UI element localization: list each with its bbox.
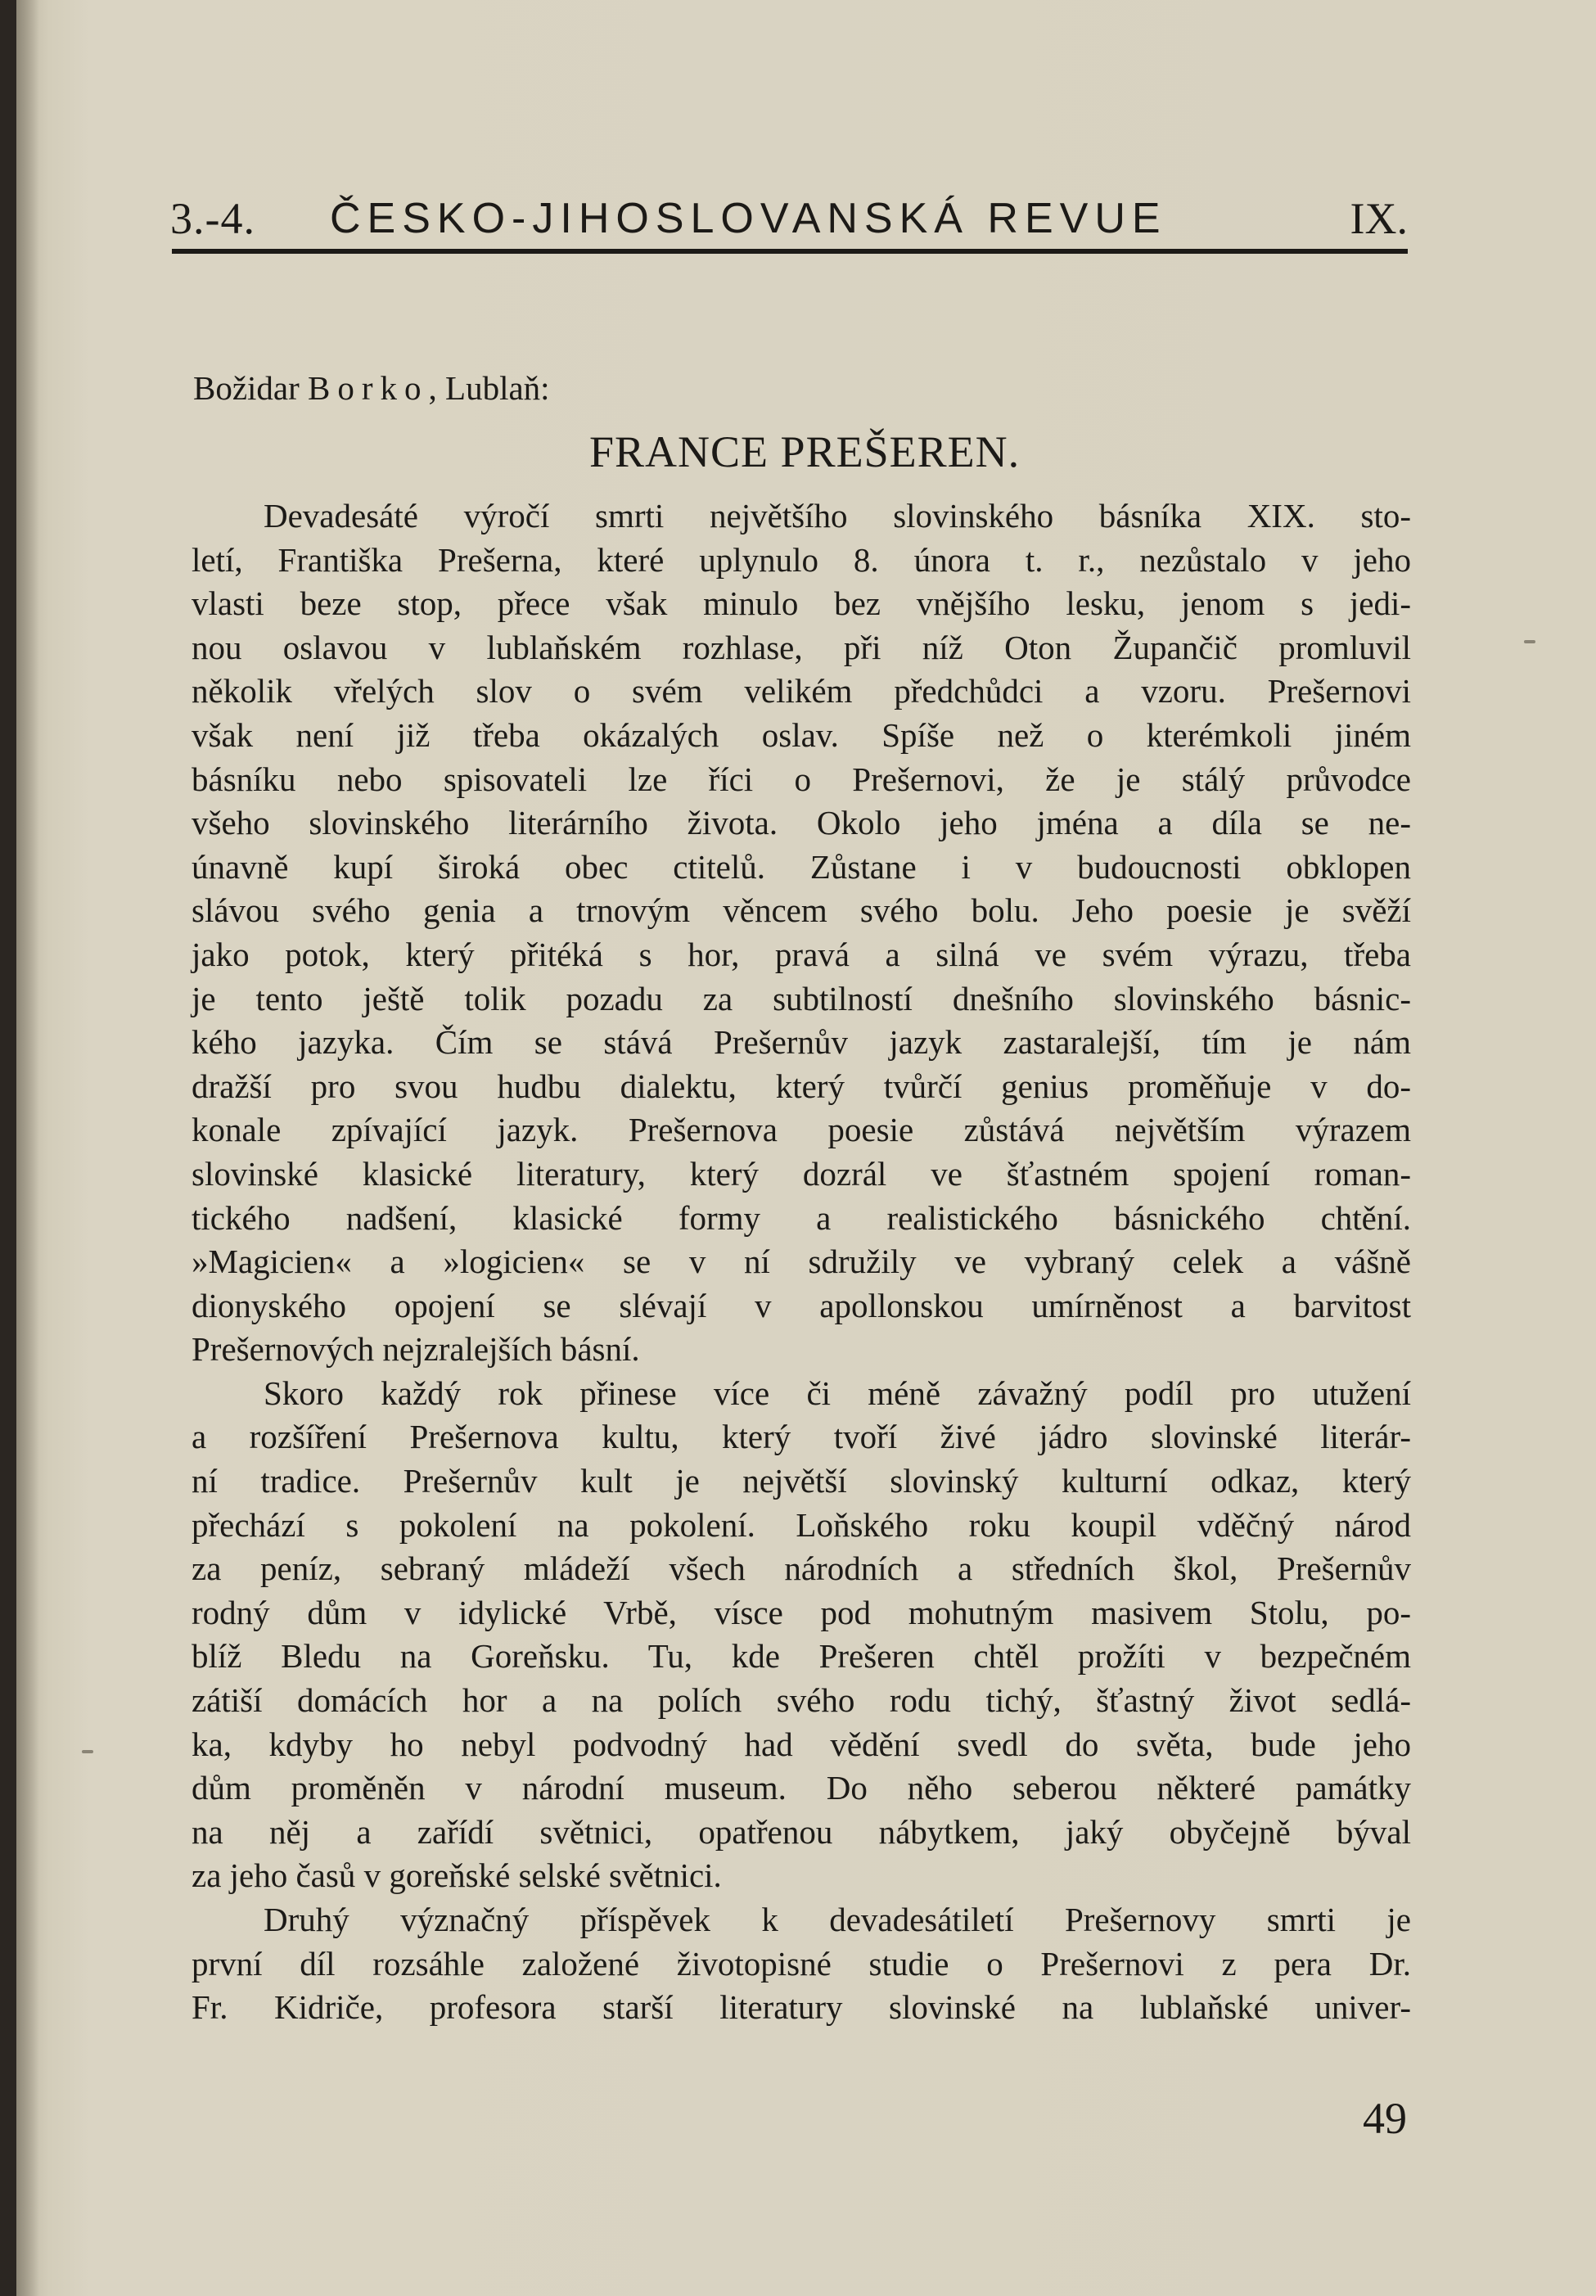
text-line: únavně kupí široká obec ctitelů. Zůstane i v budoucnosti obklopen xyxy=(192,847,1411,886)
text-line: všeho slovinského literárního života. Okolo jeho jména a díla se ne- xyxy=(192,804,1411,842)
article-title: FRANCE PREŠEREN. xyxy=(589,427,1021,476)
text-line: dražší pro svou hudbu dialektu, který tvůrčí genius proměňuje v do- xyxy=(192,1067,1411,1105)
text-line: je tento ještě tolik pozadu za subtilností dnešního slovinského básnic- xyxy=(192,979,1411,1017)
running-header xyxy=(170,190,1408,247)
text-line: za jeho časů v goreňské selské světnici. xyxy=(192,1856,722,1895)
text-line: několik vřelých slov o svém velikém předchůdci a vzoru. Prešernovi xyxy=(192,672,1411,710)
text-line: Fr. Kidriče, profesora starší literatury slovinské na lublaňské univer- xyxy=(192,1988,1411,2027)
text-line: dionyského opojení se slévají v apollonskou umírněnost a barvitost xyxy=(192,1286,1411,1324)
text-line: ka, kdyby ho nebyl podvodný had vědění svedl do světa, bude jeho xyxy=(192,1725,1411,1763)
text-line: Druhý význačný příspěvek k devadesátiletí Prešernovy smrti je xyxy=(264,1901,1411,1938)
binding-shadow xyxy=(16,0,39,2296)
text-line: Skoro každý rok přinese více či méně závažný podíl pro utužení xyxy=(264,1374,1411,1412)
author-byline xyxy=(193,365,550,411)
issue-number: 3.-4. xyxy=(170,194,255,243)
text-line: za peníz, sebraný mládeží všech národních a středních škol, Prešernův xyxy=(192,1549,1411,1588)
text-line: tického nadšení, klasické formy a realistického básnického chtění. xyxy=(192,1198,1411,1237)
text-line: dům proměněn v národní museum. Do něho seberou některé památky xyxy=(192,1769,1411,1807)
author-surname: Borko xyxy=(308,369,429,407)
author-place: , Lublaň: xyxy=(428,369,550,407)
text-line: slovinské klasické literatury, který dozrál ve šťastném spojení roman- xyxy=(192,1154,1411,1193)
text-line: ní tradice. Prešernův kult je největší slovinský kulturní odkaz, který xyxy=(192,1462,1411,1500)
text-line: slávou svého genia a trnovým věncem svého bolu. Jeho poesie je svěží xyxy=(192,891,1411,930)
text-line: vlasti beze stop, přece však minulo bez vnějšího lesku, jenom s jedi- xyxy=(192,584,1411,623)
article-body xyxy=(192,494,1411,2030)
text-line: na něj a zařídí světnici, opatřenou nábytkem, jaký obyčejně býval xyxy=(192,1812,1411,1851)
paper-speck xyxy=(1524,640,1535,643)
page-number: 49 xyxy=(1363,2094,1407,2143)
volume-number: IX. xyxy=(1350,194,1408,243)
paper-speck xyxy=(82,1750,93,1753)
text-line: nou oslavou v lublaňském rozhlase, při níž Oton Župančič promluvil xyxy=(192,628,1411,666)
text-line: Devadesáté výročí smrti největšího slovinského básníka XIX. sto- xyxy=(264,497,1411,535)
text-line: konale zpívající jazyk. Prešernova poesie zůstává největším výrazem xyxy=(192,1111,1411,1149)
text-line: kého jazyka. Čím se stává Prešernův jazyk zastaralejší, tím je nám xyxy=(192,1023,1411,1062)
header-rule xyxy=(172,249,1408,254)
text-line: přechází s pokolení na pokolení. Loňského roku koupil vděčný národ xyxy=(192,1505,1411,1544)
text-line: však není již třeba okázalých oslav. Spíše než o kterémkoli jiném xyxy=(192,715,1411,754)
journal-title: ČESKO-JIHOSLOVANSKÁ REVUE xyxy=(330,195,1167,242)
text-line: zátiší domácích hor a na polích svého rodu tichý, šťastný život sedlá- xyxy=(192,1681,1411,1720)
document-page xyxy=(16,0,1596,2296)
author-first-name: Božidar xyxy=(193,369,300,407)
text-line: »Magicien« a »logicien« se v ní sdružily ve vybraný celek a vášně xyxy=(192,1243,1411,1281)
text-line: letí, Františka Prešerna, které uplynulo 8. února t. r., nezůstalo v jeho xyxy=(192,540,1411,579)
text-line: básníku nebo spisovateli lze říci o Prešernovi, že je stálý průvodce xyxy=(192,760,1411,798)
text-line: Prešernových nejzralejších básní. xyxy=(192,1330,640,1369)
text-line: jako potok, který přitéká s hor, pravá a silná ve svém výrazu, třeba xyxy=(192,935,1411,973)
text-line: rodný dům v idylické Vrbě, vísce pod mohutným masivem Stolu, po- xyxy=(192,1593,1411,1631)
text-line: blíž Bledu na Goreňsku. Tu, kde Prešeren chtěl prožíti v bezpečném xyxy=(192,1637,1411,1676)
text-line: a rozšíření Prešernova kultu, který tvoří živé jádro slovinské literár- xyxy=(192,1418,1411,1456)
text-line: první díl rozsáhle založené životopisné studie o Prešernovi z pera Dr. xyxy=(192,1944,1411,1982)
